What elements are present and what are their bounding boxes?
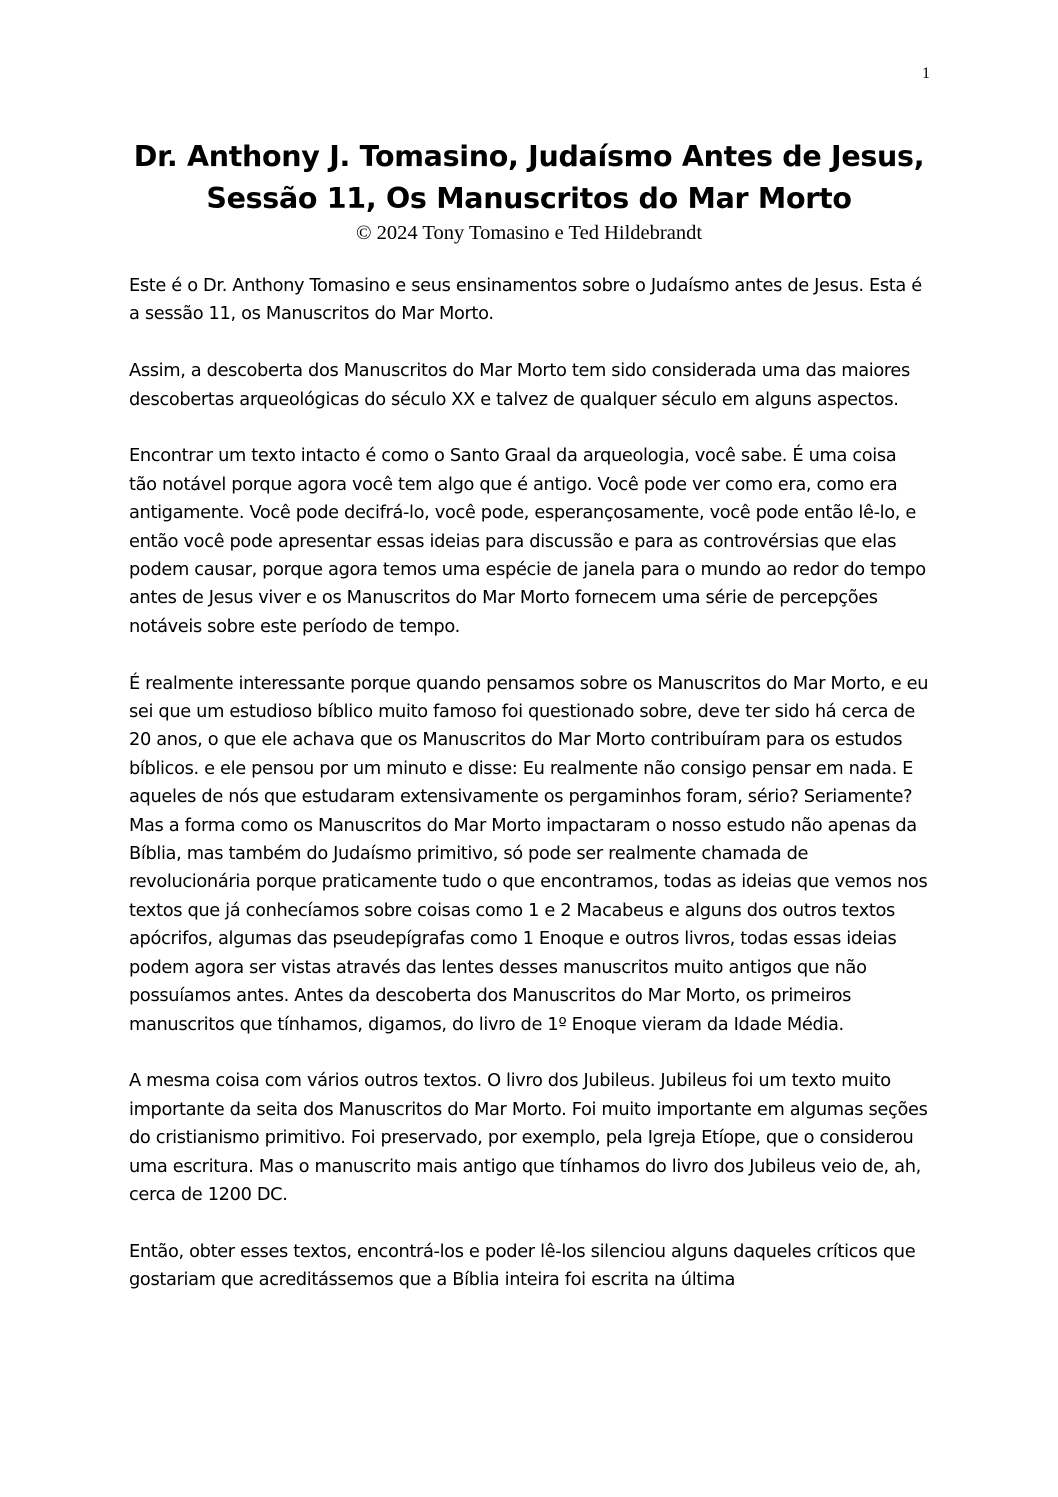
copyright-line: © 2024 Tony Tomasino e Ted Hildebrandt	[355, 222, 703, 244]
title-line-2: Sessão 11, Os Manuscritos do Mar Morto	[206, 182, 852, 215]
page-number: 1	[922, 65, 930, 82]
paragraph-5: A mesma coisa com vários outros textos. O livro dos Jubileus. Jubileus foi um texto muito importante da seita dos Manuscritos do Mar Morto. Foi muito importante em algumas seções do cristianismo primitivo. Foi preservado, por exemplo, pela Igreja Etíope, que o considerou uma escritura. Mas o manuscrito mais antigo que tínhamos do livro dos Jubileus veio de, ah, cerca de 1200 DC.	[129, 1070, 928, 1205]
paragraph-4: É realmente interessante porque quando pensamos sobre os Manuscritos do Mar Morto, e eu sei que um estudioso bíblico muito famoso foi questionado sobre, deve ter sido há cerca de 20 anos, o que ele achava que os Manuscritos do Mar Morto contribuíram para os estudos bíblicos. e ele pensou por um minuto e disse: Eu realmente não consigo pensar em nada. E aqueles de nós que estudaram extensivamente os pergaminhos foram, sério? Seriamente? Mas a forma como os Manuscritos do Mar Morto impactaram o nosso estudo não apenas da Bíblia, mas também do Judaísmo primitivo, só pode ser realmente chamada de revolucionária porque praticamente tudo o que encontramos, todas as ideias que vemos nos textos que já conhecíamos sobre coisas como 1 e 2 Macabeus e alguns dos outros textos apócrifos, algumas das pseudepígrafas como 1 Enoque e outros livros, todas essas ideias podem agora ser vistas através das lentes desses manuscritos muito antigos que não possuíamos antes. Antes da descoberta dos Manuscritos do Mar Morto, os primeiros manuscritos que tínhamos, digamos, do livro de 1º Enoque vieram da Idade Média.	[129, 672, 929, 1035]
document-title	[100, 136, 958, 220]
body-text	[129, 272, 929, 1323]
paragraph-1: Este é o Dr. Anthony Tomasino e seus ensinamentos sobre o Judaísmo antes de Jesus. Esta é a sessão 11, os Manuscritos do Mar Morto.	[129, 275, 922, 325]
title-block	[100, 136, 958, 246]
paragraph-2: Assim, a descoberta dos Manuscritos do Mar Morto tem sido considerada uma das maiores descobertas arqueológicas do século XX e talvez de qualquer século em alguns aspectos.	[129, 360, 910, 410]
title-line-1: Dr. Anthony J. Tomasino, Judaísmo Antes de Jesus,	[133, 140, 925, 173]
paragraph-6: Então, obter esses textos, encontrá-los e poder lê-los silenciou alguns daqueles críticos que gostariam que acreditássemos que a Bíblia inteira foi escrita na última	[129, 1240, 916, 1291]
paragraph-3: Encontrar um texto intacto é como o Santo Graal da arqueologia, você sabe. É uma coisa tão notável porque agora você tem algo que é antigo. Você pode ver como era, como era antigamente. Você pode decifrá-lo, você pode, esperançosamente, você pode então lê-lo, e então você pode apresentar essas ideias para discussão e para as controvérsias que elas podem causar, porque agora temos uma espécie de janela para o mundo ao redor do tempo antes de Jesus viver e os Manuscritos do Mar Morto fornecem uma série de percepções notáveis sobre este período de tempo.	[129, 445, 926, 637]
